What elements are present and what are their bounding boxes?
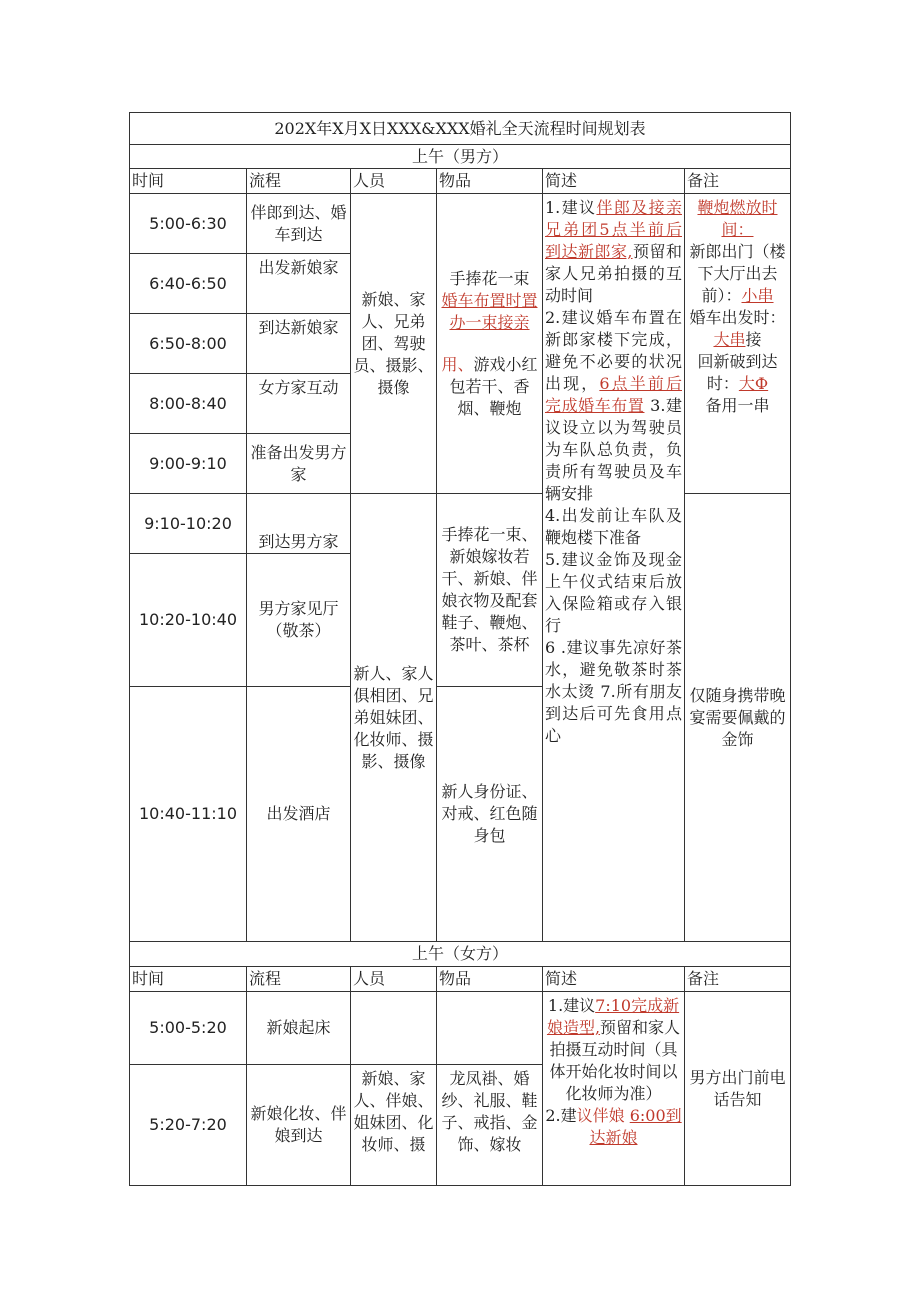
- header-summary: 简述: [543, 967, 685, 992]
- header-items: 物品: [437, 169, 543, 194]
- summary-cell: [543, 194, 685, 942]
- header-notes: 备注: [685, 169, 791, 194]
- summary-text: 3.建议设立以为驾驶员为车队总负责，负责所有驾驶员及车辆安排: [545, 396, 682, 503]
- process-cell: 到达男方家: [247, 494, 351, 554]
- header-people: 人员: [351, 967, 437, 992]
- time-cell: 9:10-10:20: [130, 494, 247, 554]
- notes-text: 接: [745, 330, 762, 349]
- summary-text: 4.出发前让车队及鞭炮楼下准备: [545, 506, 682, 547]
- notes-highlight: 大Ф: [738, 374, 769, 393]
- notes-highlight: 大串: [713, 330, 746, 349]
- header-process: 流程: [247, 169, 351, 194]
- process-cell: 男方家见厅（敬茶）: [247, 554, 351, 687]
- time-cell: 8:00-8:40: [130, 374, 247, 434]
- items-cell: [437, 194, 543, 494]
- time-cell: 5:20-7:20: [130, 1065, 247, 1186]
- time-cell: 9:00-9:10: [130, 434, 247, 494]
- notes-cell: 男方出门前电话告知: [685, 992, 791, 1186]
- time-cell: 10:40-11:10: [130, 687, 247, 942]
- schedule-table: [129, 112, 791, 1186]
- notes-highlight: 鞭炮燃放时间：: [697, 198, 778, 239]
- items-text: 手捧花一束: [449, 268, 530, 288]
- items-highlight: 婚车布置时置办一束接亲: [441, 290, 538, 332]
- section-label-bride: 上午（女方）: [130, 942, 791, 967]
- notes-highlight: 小串: [741, 286, 774, 305]
- process-cell: 女方家互动: [247, 374, 351, 434]
- time-cell: 6:40-6:50: [130, 254, 247, 314]
- items-text: 游戏小红包若干、香烟、鞭炮: [449, 354, 538, 418]
- process-cell: 到达新娘家: [247, 314, 351, 374]
- process-cell: 出发新娘家: [247, 254, 351, 314]
- people-cell: [351, 992, 437, 1065]
- time-cell: 5:00-6:30: [130, 194, 247, 254]
- notes-text: 婚车出发时：: [689, 308, 786, 327]
- notes-cell: [685, 194, 791, 494]
- table-row: [130, 992, 791, 1065]
- people-cell: 新娘、家人、伴娘、姐妹团、化妆师、摄: [351, 1065, 437, 1186]
- table-row: [130, 194, 791, 254]
- table-title: 202X年X月X日XXX&XXX婚礼全天流程时间规划表: [130, 113, 791, 145]
- summary-highlight: 伴郎及接亲兄弟团5点半前后到达新郎家,: [545, 198, 682, 261]
- table-row: [130, 494, 791, 554]
- summary-text: 2.建议婚车布置在新郎家楼下完成，避免不必要的状况出现，: [545, 308, 682, 393]
- process-cell: 准备出发男方家: [247, 434, 351, 494]
- notes-text: 新郎出门（楼下大厅出去前）：: [689, 242, 786, 305]
- header-process: 流程: [247, 967, 351, 992]
- notes-text: 回新破到达时：: [697, 352, 778, 393]
- notes-cell: 仅随身携带晚宴需要佩戴的金饰: [685, 494, 791, 942]
- people-cell: 新娘、家人、兄弟团、驾驶员、摄影、摄像: [351, 194, 437, 494]
- notes-text: 备用一串: [705, 396, 770, 415]
- header-notes: 备注: [685, 967, 791, 992]
- summary-highlight: 7:10完成新娘造型,: [546, 996, 680, 1037]
- items-highlight-tail: 用、: [441, 354, 474, 374]
- section-label-groom: 上午（男方）: [130, 145, 791, 169]
- people-cell: 新人、家人俱相团、兄弟姐妹团、化妆师、摄影、摄像: [351, 494, 437, 942]
- process-cell: 新娘起床: [247, 992, 351, 1065]
- summary-text: 预留和家人拍摄互动时间（具体开始化妆时间以化妆师为准）: [549, 1018, 681, 1103]
- header-summary: 简述: [543, 169, 685, 194]
- items-cell: [437, 992, 543, 1065]
- summary-highlight: 6点半前后完成婚车布置: [545, 374, 682, 415]
- summary-highlight: 议伴娘: [576, 1106, 625, 1125]
- summary-cell: [543, 992, 685, 1186]
- summary-text: 7.所有朋友到达后可先食用点心: [545, 682, 682, 745]
- time-cell: 10:20-10:40: [130, 554, 247, 687]
- items-cell: 龙凤褂、婚纱、礼服、鞋子、戒指、金饰、嫁妆: [437, 1065, 543, 1186]
- summary-highlight: 6:00到达新娘: [589, 1106, 682, 1147]
- time-cell: 5:00-5:20: [130, 992, 247, 1065]
- header-people: 人员: [351, 169, 437, 194]
- process-cell: 伴郎到达、婚车到达: [247, 194, 351, 254]
- items-cell: 新人身份证、对戒、红色随身包: [437, 687, 543, 942]
- summary-text: 2.建: [545, 1106, 577, 1125]
- header-items: 物品: [437, 967, 543, 992]
- summary-text: 预留和家人兄弟拍摄的互动时间: [545, 242, 682, 305]
- time-cell: 6:50-8:00: [130, 314, 247, 374]
- header-time: 时间: [130, 169, 247, 194]
- process-cell: 出发酒店: [247, 687, 351, 942]
- process-cell: 新娘化妆、伴娘到达: [247, 1065, 351, 1186]
- summary-text: 1.建议: [545, 198, 597, 217]
- summary-text: 6 .建议事先凉好茶水，避免敬茶时茶水太烫: [545, 638, 682, 701]
- items-cell: 手捧花一束、新娘嫁妆若干、新娘、伴娘衣物及配套鞋子、鞭炮、茶叶、茶杯: [437, 494, 543, 687]
- summary-text: 1.建议: [547, 996, 596, 1015]
- header-time: 时间: [130, 967, 247, 992]
- summary-text: 5.建议金饰及现金上午仪式结束后放入保险箱或存入银行: [545, 550, 682, 635]
